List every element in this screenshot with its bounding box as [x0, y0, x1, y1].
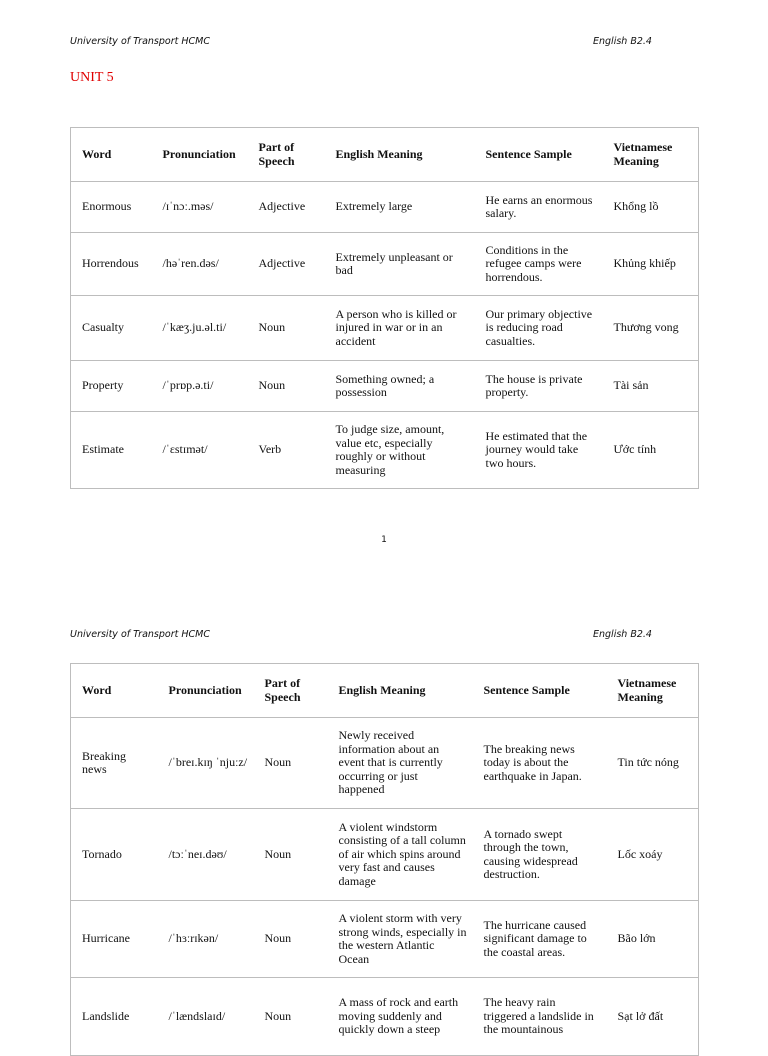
column-header-vietnamese-meaning: Vietnamese Meaning [607, 664, 699, 718]
sentence-sample-cell: The house is private property. [475, 361, 603, 412]
table-row [71, 412, 699, 489]
header-course: English B2.4 [593, 36, 652, 47]
pronunciation-cell: /həˈren.dəs/ [152, 233, 248, 296]
column-header-english-meaning: English Meaning [325, 128, 475, 182]
table-row [71, 978, 699, 1056]
word-cell: Casualty [71, 296, 152, 361]
part-of-speech-cell: Verb [248, 412, 325, 489]
column-header-sentence-sample: Sentence Sample [475, 128, 603, 182]
sentence-sample-cell: The breaking news today is about the earthquake in Japan. [473, 718, 607, 809]
word-cell: Horrendous [71, 233, 152, 296]
document-page-2 [0, 592, 768, 1037]
column-header-part-of-speech: Part of Speech [254, 664, 328, 718]
column-header-english-meaning: English Meaning [328, 664, 473, 718]
english-meaning-cell: A violent storm with very strong winds, especially in the western Atlantic Ocean [328, 901, 473, 978]
word-cell: Estimate [71, 412, 152, 489]
table-row [71, 182, 699, 233]
header-course: English B2.4 [593, 629, 652, 640]
pronunciation-cell: /ˈhɜːrɪkən/ [158, 901, 254, 978]
header-institution: University of Transport HCMC [70, 36, 210, 47]
english-meaning-cell: A mass of rock and earth moving suddenly and quickly down a steep [328, 978, 473, 1056]
vietnamese-meaning-cell: Khổng lồ [603, 182, 699, 233]
table-header-row [71, 664, 699, 718]
english-meaning-cell: Extremely large [325, 182, 475, 233]
sentence-sample-cell: Conditions in the refugee camps were horrendous. [475, 233, 603, 296]
part-of-speech-cell: Noun [254, 718, 328, 809]
part-of-speech-cell: Noun [254, 901, 328, 978]
pronunciation-cell: /ˈɛstɪmət/ [152, 412, 248, 489]
english-meaning-cell: To judge size, amount, value etc, especially roughly or without measuring [325, 412, 475, 489]
page-number: 1 [381, 535, 387, 545]
pronunciation-cell: /ˈbreɪ.kɪŋ ˈnjuːz/ [158, 718, 254, 809]
vocabulary-table-2 [70, 663, 699, 1056]
column-header-word: Word [71, 128, 152, 182]
unit-title: UNIT 5 [70, 70, 114, 85]
header-institution: University of Transport HCMC [70, 629, 210, 640]
part-of-speech-cell: Noun [248, 361, 325, 412]
pronunciation-cell: /ˈlændslaɪd/ [158, 978, 254, 1056]
vietnamese-meaning-cell: Thương vong [603, 296, 699, 361]
vocabulary-table-1 [70, 127, 699, 489]
word-cell: Hurricane [71, 901, 158, 978]
vietnamese-meaning-cell: Bão lớn [607, 901, 699, 978]
vietnamese-meaning-cell: Tài sản [603, 361, 699, 412]
column-header-vietnamese-meaning: Vietnamese Meaning [603, 128, 699, 182]
table-row [71, 296, 699, 361]
pronunciation-cell: /tɔːˈneɪ.dəʊ/ [158, 809, 254, 901]
english-meaning-cell: Something owned; a possession [325, 361, 475, 412]
part-of-speech-cell: Noun [248, 296, 325, 361]
english-meaning-cell: Extremely unpleasant or bad [325, 233, 475, 296]
column-header-part-of-speech: Part of Speech [248, 128, 325, 182]
pronunciation-cell: /ˈkæʒ.ju.əl.ti/ [152, 296, 248, 361]
english-meaning-cell: Newly received information about an event that is currently occurring or just happened [328, 718, 473, 809]
table-header-row [71, 128, 699, 182]
pronunciation-cell: /ˈprɒp.ə.ti/ [152, 361, 248, 412]
sentence-sample-cell: A tornado swept through the town, causing widespread destruction. [473, 809, 607, 901]
table-row [71, 361, 699, 412]
column-header-pronunciation: Pronunciation [158, 664, 254, 718]
column-header-pronunciation: Pronunciation [152, 128, 248, 182]
part-of-speech-cell: Noun [254, 809, 328, 901]
english-meaning-cell: A person who is killed or injured in war or in an accident [325, 296, 475, 361]
word-cell: Landslide [71, 978, 158, 1056]
part-of-speech-cell: Adjective [248, 233, 325, 296]
table-row [71, 809, 699, 901]
sentence-sample-cell: He earns an enormous salary. [475, 182, 603, 233]
vietnamese-meaning-cell: Khủng khiếp [603, 233, 699, 296]
table-row [71, 901, 699, 978]
sentence-sample-cell: He estimated that the journey would take two hours. [475, 412, 603, 489]
column-header-sentence-sample: Sentence Sample [473, 664, 607, 718]
vietnamese-meaning-cell: Ước tính [603, 412, 699, 489]
table-row [71, 718, 699, 809]
vietnamese-meaning-cell: Sạt lở đất [607, 978, 699, 1056]
sentence-sample-cell: The heavy rain triggered a landslide in the mountainous [473, 978, 607, 1056]
sentence-sample-cell: Our primary objective is reducing road casualties. [475, 296, 603, 361]
part-of-speech-cell: Adjective [248, 182, 325, 233]
word-cell: Tornado [71, 809, 158, 901]
word-cell: Breaking news [71, 718, 158, 809]
sentence-sample-cell: The hurricane caused significant damage to the coastal areas. [473, 901, 607, 978]
word-cell: Property [71, 361, 152, 412]
table-row [71, 233, 699, 296]
vietnamese-meaning-cell: Lốc xoáy [607, 809, 699, 901]
vietnamese-meaning-cell: Tin tức nóng [607, 718, 699, 809]
part-of-speech-cell: Noun [254, 978, 328, 1056]
word-cell: Enormous [71, 182, 152, 233]
english-meaning-cell: A violent windstorm consisting of a tall column of air which spins around very fast and causes damage [328, 809, 473, 901]
pronunciation-cell: /ɪˈnɔː.məs/ [152, 182, 248, 233]
column-header-word: Word [71, 664, 158, 718]
